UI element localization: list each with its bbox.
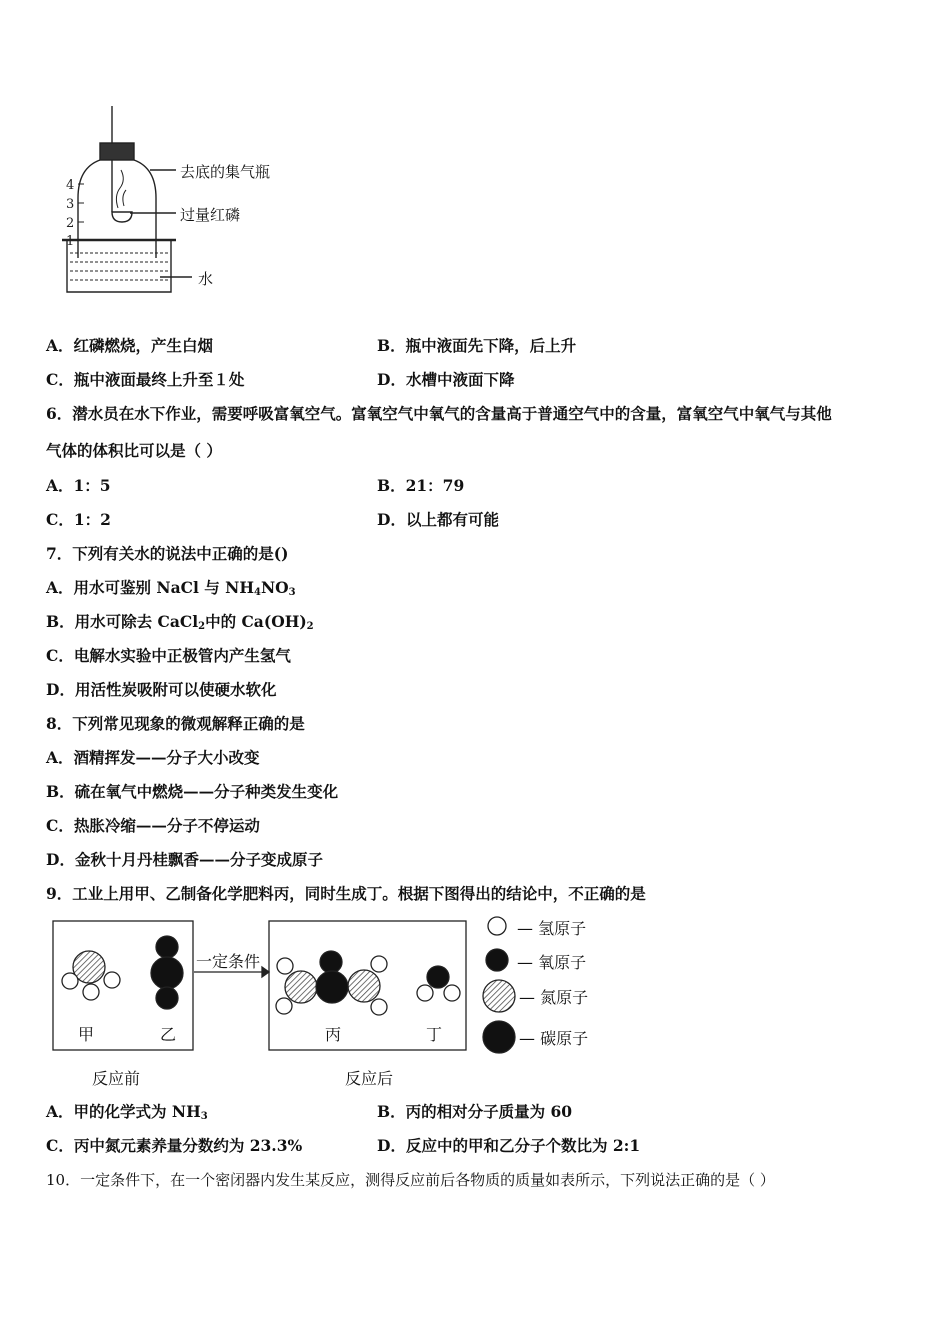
yi-label: 乙 (160, 1025, 177, 1044)
q7-option-d: D．用活性炭吸附可以使硬水软化 (46, 680, 277, 699)
q9-option-b: B．丙的相对分子质量为 60 (377, 1102, 573, 1121)
q6-option-a: A．1：5 (46, 476, 111, 495)
legend-carbon: — 碳原子 (519, 1029, 589, 1048)
q6-option-d: D．以上都有可能 (377, 510, 499, 529)
q9-option-a (46, 1102, 208, 1127)
bing-label: 丙 (325, 1025, 342, 1044)
ding-label: 丁 (426, 1025, 443, 1044)
q5-option-b: B．瓶中液面先下降，后上升 (377, 336, 577, 355)
q7-a-sub1: 4 (253, 587, 261, 598)
q9-option-d: D．反应中的甲和乙分子个数比为 2:1 (377, 1136, 641, 1155)
q7-stem: 7．下列有关水的说法中正确的是() (46, 544, 289, 563)
phosphorus-label: 过量红磷 (180, 206, 241, 224)
molecule-yi (151, 936, 183, 1009)
before-label: 反应前 (92, 1069, 141, 1088)
q6-stem-2: 气体的体积比可以是（ ） (46, 441, 222, 460)
legend-oxygen: — 氧原子 (517, 953, 587, 972)
q9-a-sub: 3 (200, 1111, 208, 1122)
q9-stem: 9．工业上用甲、乙制备化学肥料丙，同时生成丁。根据下图得出的结论中，不正确的是 (46, 884, 646, 903)
q6-stem-1: 6．潜水员在水下作业，需要呼吸富氧空气。富氧空气中氧气的含量高于普通空气中的含量，富氧空气中氧气与其他 (46, 404, 832, 423)
scale-3: 3 (66, 197, 75, 212)
jia-label: 甲 (78, 1025, 95, 1044)
scale-1: 1 (66, 234, 75, 249)
q9-option-c: C．丙中氮元素养量分数约为 23.3% (46, 1136, 303, 1155)
q7-option-c: C．电解水实验中正极管内产生氢气 (46, 646, 291, 665)
jar-label: 去底的集气瓶 (180, 163, 271, 181)
q7-a-sub2: 3 (288, 587, 296, 598)
q7-b-sub1: 2 (198, 621, 206, 632)
q8-option-a: A．酒精挥发——分子大小改变 (46, 748, 260, 767)
q5-option-d: D．水槽中液面下降 (377, 370, 515, 389)
legend-hydrogen: — 氢原子 (517, 919, 587, 938)
q8-option-c: C．热胀冷缩——分子不停运动 (46, 816, 260, 835)
q7-a-mid: NO (260, 578, 289, 597)
q7-b-text: B．用水可除去 CaCl (46, 612, 199, 631)
q9-a-text: A．甲的化学式为 NH (46, 1102, 201, 1121)
water-label: 水 (198, 270, 214, 288)
q6-option-c: C．1：2 (46, 510, 111, 529)
condition-label: 一定条件 (196, 952, 261, 971)
legend-nitrogen: — 氮原子 (519, 988, 589, 1007)
molecule-bing (276, 951, 387, 1015)
scale-4: 4 (66, 178, 75, 193)
q5-option-a: A．红磷燃烧，产生白烟 (46, 336, 214, 355)
legend-symbols (483, 917, 515, 1053)
q7-a-text: A．用水可鉴别 NaCl 与 NH (46, 578, 254, 597)
q7-b-mid: 中的 Ca(OH) (205, 612, 307, 631)
molecule-ding (417, 966, 460, 1001)
scale-2: 2 (66, 216, 75, 231)
q5-option-c: C．瓶中液面最终上升至１处 (46, 370, 245, 389)
q8-stem: 8．下列常见现象的微观解释正确的是 (46, 714, 305, 733)
q7-b-sub2: 2 (306, 621, 314, 632)
arrow-head (262, 967, 269, 977)
q8-option-d: D．金秋十月丹桂飘香——分子变成原子 (46, 850, 323, 869)
molecule-jia (62, 951, 120, 1000)
q8-option-b: B．硫在氧气中燃烧——分子种类发生变化 (46, 782, 339, 801)
q10-stem: 10．一定条件下，在一个密闭器内发生某反应，测得反应前后各物质的质量如表所示，下列说法正确的是（ ） (46, 1171, 775, 1189)
after-label: 反应后 (345, 1069, 394, 1088)
q6-option-b: B．21：79 (377, 476, 465, 495)
